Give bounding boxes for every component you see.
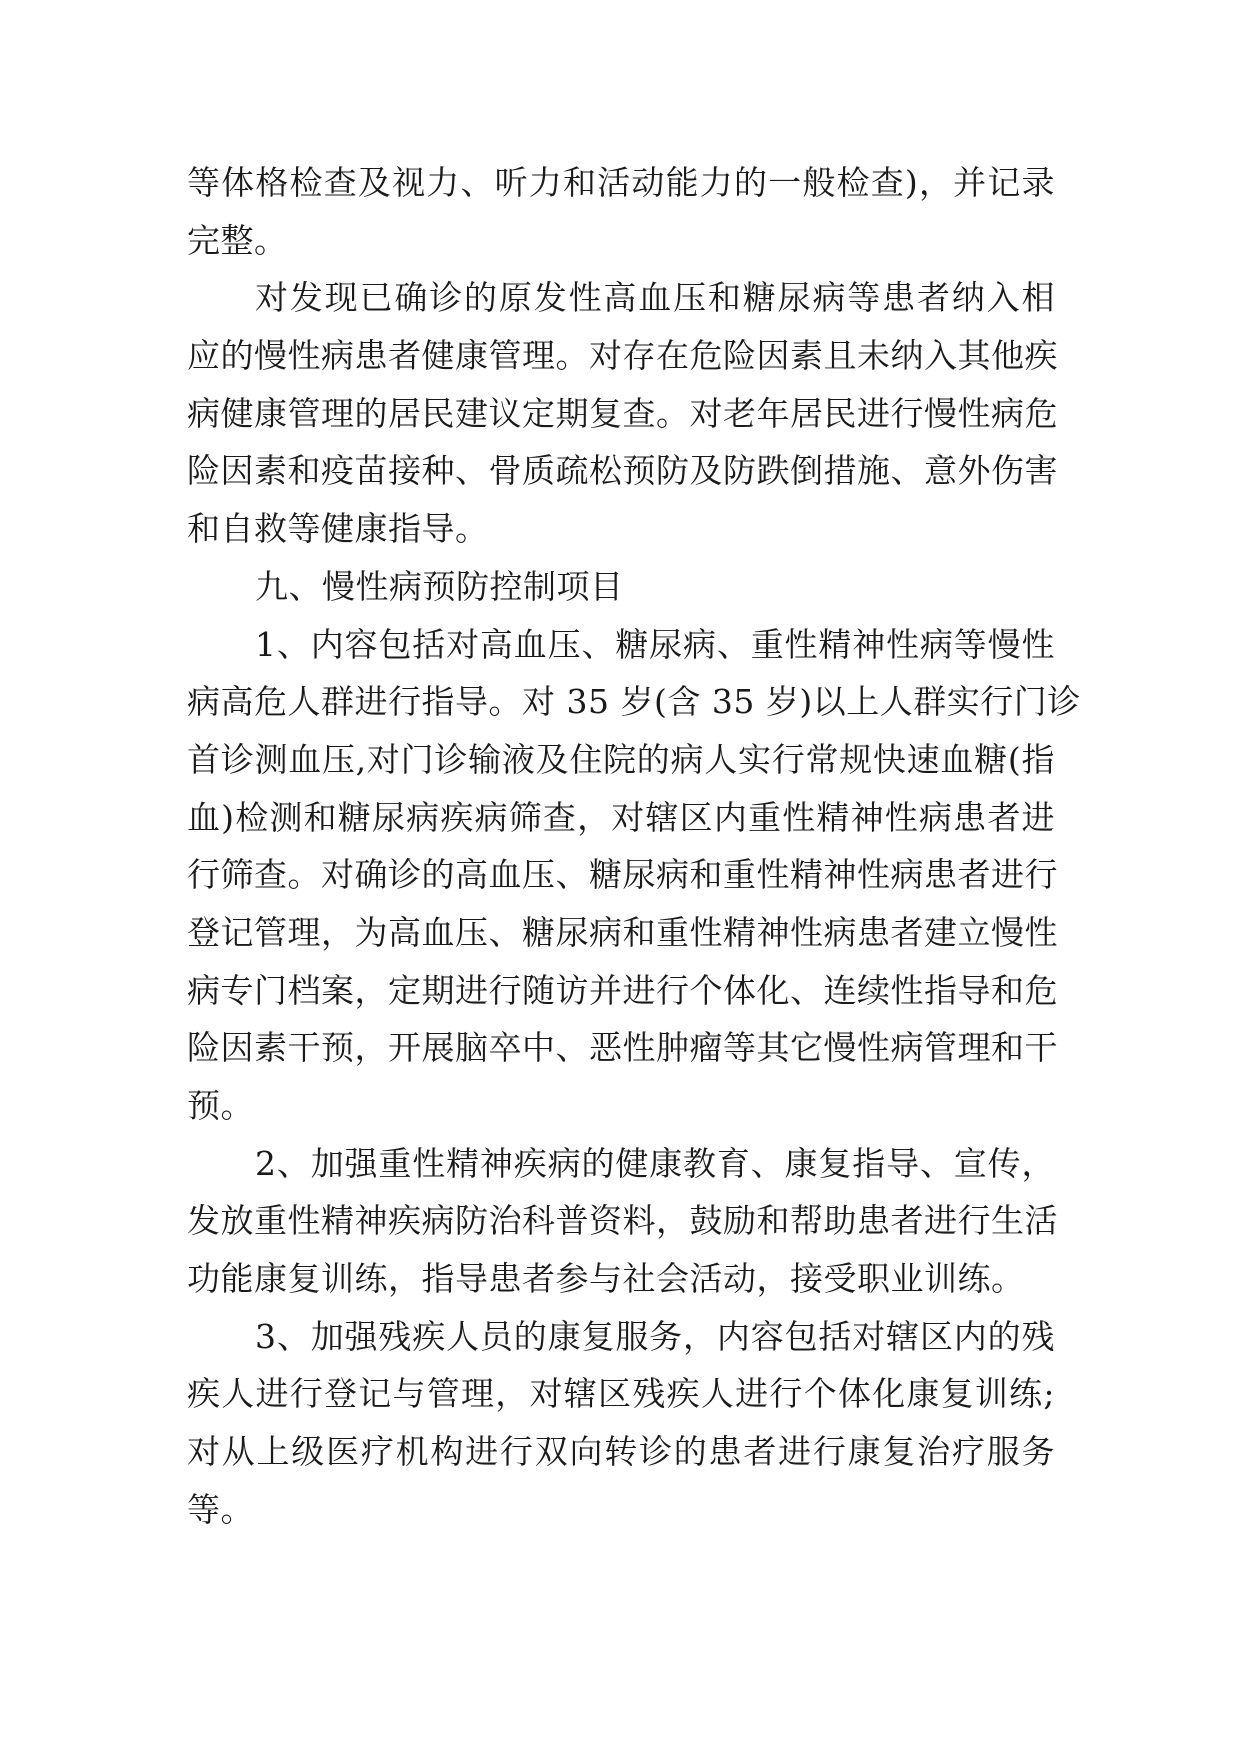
paragraph-line: 3、加强残疾人员的康复服务，内容包括对辖区内的残 <box>255 1316 1055 1356</box>
paragraph-line: 等。 <box>187 1489 254 1529</box>
paragraph-line: 2、加强重性精神疾病的健康教育、康复指导、宣传， <box>255 1143 1055 1183</box>
paragraph-line: 1、内容包括对高血压、糖尿病、重性精神性病等慢性 <box>255 624 1055 664</box>
document-body <box>187 154 1081 1539</box>
paragraph-line: 等体格检查及视力、听力和活动能力的一般检查)，并记录 <box>187 163 1055 202</box>
paragraph-line: 行筛查。对确诊的高血压、糖尿病和重性精神性病患者进行 <box>187 855 1058 895</box>
paragraph-line: 疾人进行登记与管理，对辖区残疾人进行个体化康复训练; <box>187 1374 1055 1414</box>
paragraph-line: 血)检测和糖尿病疾病筛查，对辖区内重性精神性病患者进 <box>187 797 1055 837</box>
paragraph-line: 险因素干预，开展脑卒中、恶性肿瘤等其它慢性病管理和干 <box>187 1028 1058 1068</box>
paragraph-line: 险因素和疫苗接种、骨质疏松预防及防跌倒措施、意外伤害 <box>187 451 1058 491</box>
paragraph-line: 对发现已确诊的原发性高血压和糖尿病等患者纳入相 <box>255 278 1055 318</box>
paragraph-line: 病专门档案，定期进行随访并进行个体化、连续性指导和危 <box>187 970 1058 1010</box>
paragraph-line: 和自救等健康指导。 <box>187 509 489 549</box>
paragraph-line: 预。 <box>187 1086 254 1125</box>
paragraph-line: 对从上级医疗机构进行双向转诊的患者进行康复治疗服务 <box>187 1432 1055 1472</box>
paragraph-line: 发放重性精神疾病防治科普资料，鼓励和帮助患者进行生活 <box>187 1201 1058 1241</box>
section-heading: 九、慢性病预防控制项目 <box>255 566 624 606</box>
paragraph-line: 病高危人群进行指导。对 35 岁(含 35 岁)以上人群实行门诊 <box>187 682 1081 722</box>
paragraph-line: 病健康管理的居民建议定期复查。对老年居民进行慢性病危 <box>187 393 1058 433</box>
paragraph-line: 登记管理，为高血压、糖尿病和重性精神性病患者建立慢性 <box>187 912 1058 952</box>
paragraph-line: 功能康复训练，指导患者参与社会活动，接受职业训练。 <box>187 1259 1025 1299</box>
paragraph-line: 应的慢性病患者健康管理。对存在危险因素且未纳入其他疾 <box>187 336 1058 376</box>
paragraph-line: 首诊测血压,对门诊输液及住院的病人实行常规快速血糖(指 <box>187 739 1055 779</box>
paragraph-line: 完整。 <box>187 220 288 260</box>
